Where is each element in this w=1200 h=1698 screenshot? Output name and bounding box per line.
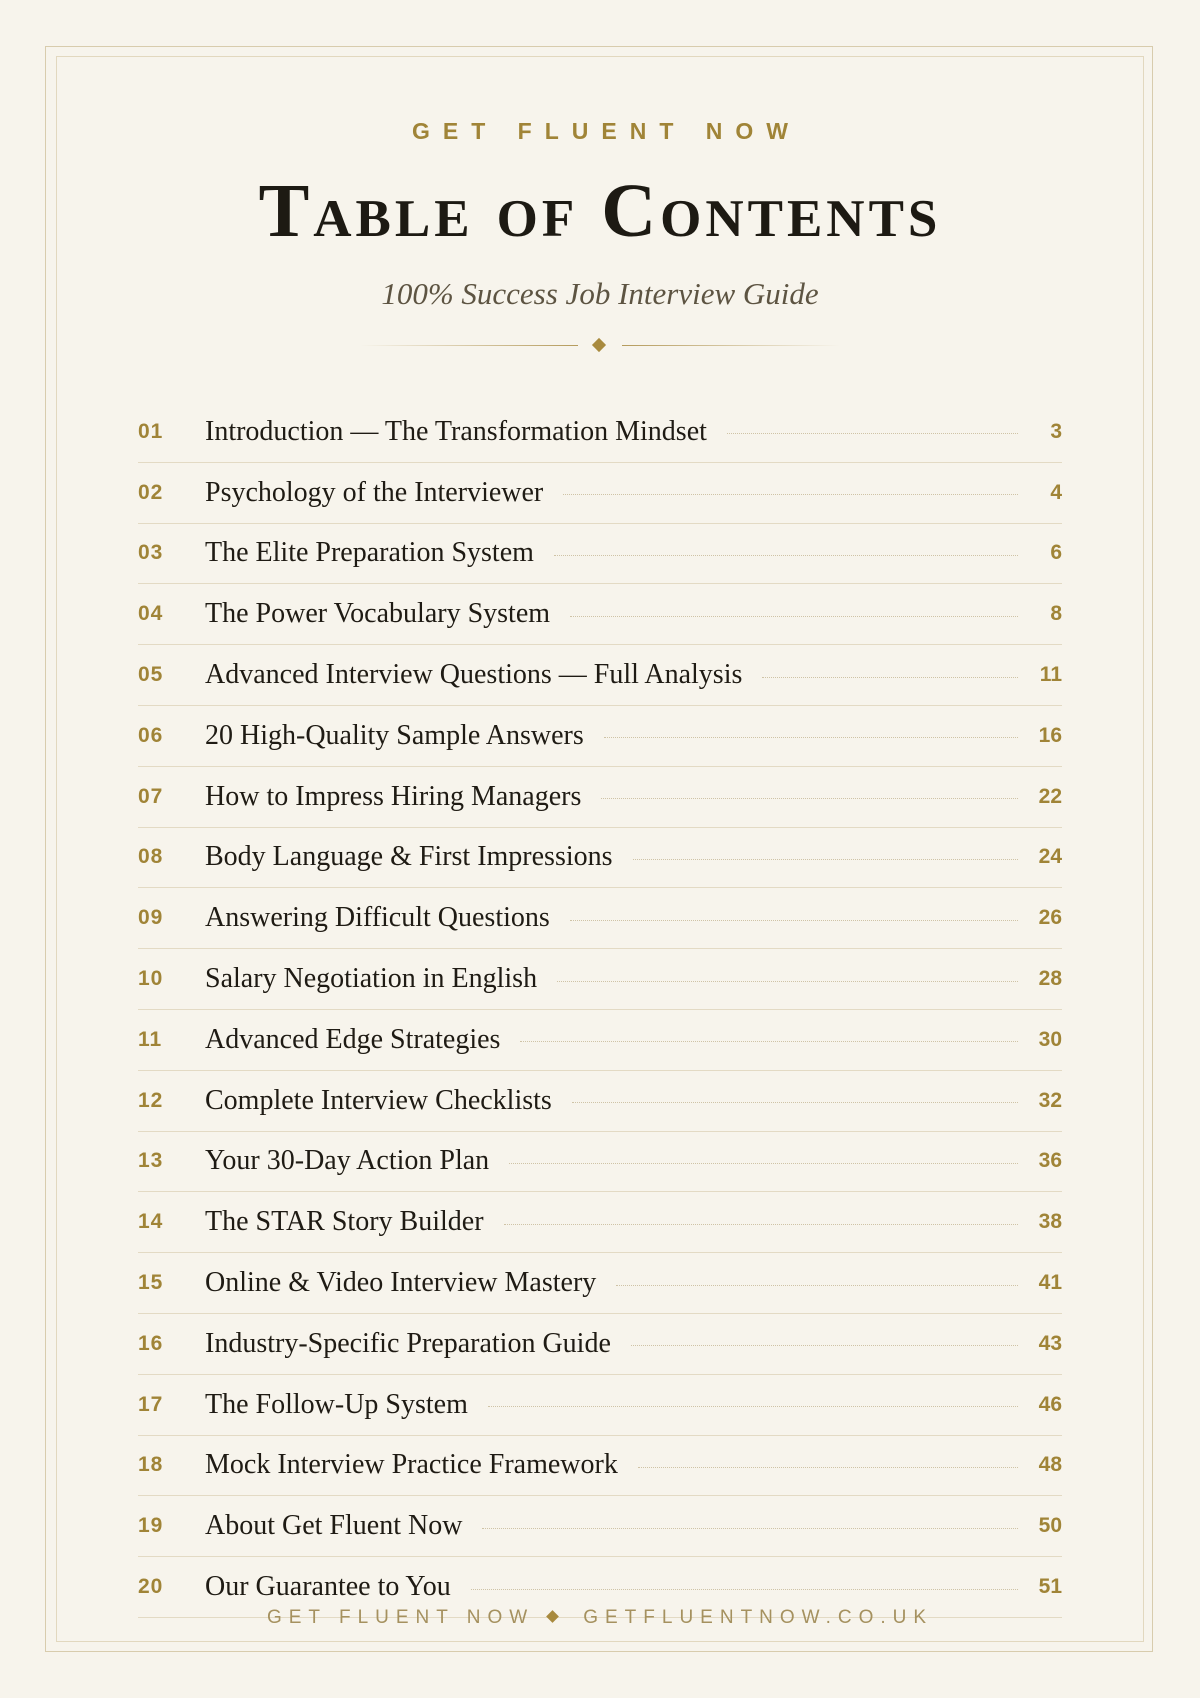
toc-dot-leader (471, 1589, 1018, 1590)
toc-chapter-number: 10 (138, 967, 164, 991)
toc-page-number: 22 (1038, 784, 1062, 808)
toc-page-number: 38 (1038, 1210, 1062, 1234)
toc-dot-leader (727, 433, 1018, 434)
toc-page-number: 11 (1039, 663, 1062, 687)
toc-chapter-title: Salary Negotiation in English (205, 963, 538, 995)
toc-page-number: 4 (1050, 480, 1062, 504)
toc-chapter-title: 20 High-Quality Sample Answers (205, 719, 584, 751)
toc-chapter-number: 13 (138, 1149, 164, 1173)
footer-brand: GET FLUENT NOW (266, 1607, 535, 1628)
toc-chapter-number: 16 (138, 1331, 164, 1355)
toc-row[interactable] (138, 584, 1062, 645)
toc-row[interactable] (138, 402, 1062, 463)
toc-page-number: 26 (1038, 906, 1062, 930)
toc-dot-leader (482, 1528, 1018, 1529)
toc-chapter-title: Advanced Interview Questions — Full Analysis (205, 659, 743, 691)
toc-chapter-title: Introduction — The Transformation Mindset (205, 415, 707, 447)
toc-chapter-number: 03 (138, 541, 164, 565)
toc-page-number: 6 (1050, 541, 1062, 565)
toc-dot-leader (616, 1285, 1018, 1286)
toc-chapter-number: 19 (138, 1514, 164, 1538)
toc-dot-leader (520, 1041, 1018, 1042)
toc-page-number: 46 (1038, 1392, 1062, 1416)
toc-dot-leader (504, 1224, 1018, 1225)
toc-row[interactable] (138, 463, 1062, 524)
footer-url: GETFLUENTNOW.CO.UK (583, 1607, 934, 1628)
toc-row[interactable] (138, 1010, 1062, 1071)
toc-dot-leader (572, 1102, 1018, 1103)
divider-line-right (622, 345, 840, 346)
toc-dot-leader (604, 737, 1018, 738)
toc-chapter-title: The Power Vocabulary System (205, 598, 551, 630)
toc-chapter-number: 09 (138, 906, 164, 930)
toc-chapter-number: 02 (138, 480, 164, 504)
toc-dot-leader (601, 798, 1018, 799)
toc-dot-leader (557, 981, 1018, 982)
toc-page-number: 41 (1038, 1271, 1062, 1295)
divider-line-left (360, 345, 578, 346)
toc-dot-leader (509, 1163, 1018, 1164)
toc-chapter-title: About Get Fluent Now (205, 1510, 463, 1542)
toc-chapter-title: Advanced Edge Strategies (205, 1023, 501, 1055)
toc-row[interactable] (138, 949, 1062, 1010)
toc-page-number: 30 (1038, 1027, 1062, 1051)
toc-chapter-title: Our Guarantee to You (205, 1571, 451, 1603)
page-title: Table of Contents (258, 169, 942, 253)
toc-dot-leader (633, 859, 1018, 860)
toc-row[interactable] (138, 828, 1062, 889)
diamond-icon (546, 1611, 559, 1624)
toc-page-number: 43 (1038, 1331, 1062, 1355)
toc-list (138, 402, 1062, 1618)
toc-chapter-title: Online & Video Interview Mastery (205, 1267, 597, 1299)
toc-chapter-number: 06 (138, 723, 164, 747)
toc-chapter-title: The Follow-Up System (205, 1388, 468, 1420)
toc-dot-leader (570, 920, 1018, 921)
toc-page-number: 8 (1050, 602, 1062, 626)
toc-chapter-title: The Elite Preparation System (205, 537, 534, 569)
toc-row[interactable] (138, 706, 1062, 767)
toc-chapter-title: The STAR Story Builder (205, 1206, 484, 1238)
toc-dot-leader (563, 494, 1018, 495)
toc-row[interactable] (138, 1071, 1062, 1132)
toc-row[interactable] (138, 767, 1062, 828)
toc-chapter-title: Answering Difficult Questions (205, 902, 550, 934)
toc-chapter-number: 15 (138, 1271, 164, 1295)
toc-chapter-number: 05 (138, 663, 164, 687)
toc-page-number: 48 (1038, 1453, 1062, 1477)
toc-dot-leader (488, 1406, 1018, 1407)
toc-dot-leader (762, 677, 1018, 678)
toc-row[interactable] (138, 1253, 1062, 1314)
toc-page-number: 36 (1038, 1149, 1062, 1173)
toc-chapter-number: 08 (138, 845, 164, 869)
toc-chapter-number: 20 (138, 1575, 164, 1599)
toc-page-number: 50 (1038, 1514, 1062, 1538)
toc-row[interactable] (138, 1375, 1062, 1436)
toc-chapter-number: 07 (138, 784, 164, 808)
toc-row[interactable] (138, 1132, 1062, 1193)
toc-chapter-number: 18 (138, 1453, 164, 1477)
toc-page-number: 28 (1038, 967, 1062, 991)
toc-dot-leader (631, 1345, 1018, 1346)
toc-chapter-title: Body Language & First Impressions (205, 841, 613, 873)
toc-dot-leader (638, 1467, 1018, 1468)
toc-dot-leader (554, 555, 1018, 556)
toc-chapter-title: Complete Interview Checklists (205, 1084, 552, 1116)
toc-page-number: 24 (1038, 845, 1062, 869)
toc-chapter-number: 01 (138, 419, 164, 443)
toc-chapter-number: 17 (138, 1392, 164, 1416)
toc-chapter-number: 04 (138, 602, 164, 626)
toc-row[interactable] (138, 888, 1062, 949)
toc-row[interactable] (138, 1192, 1062, 1253)
toc-chapter-title: Industry-Specific Preparation Guide (205, 1327, 611, 1359)
toc-row[interactable] (138, 1314, 1062, 1375)
toc-chapter-title: Mock Interview Practice Framework (205, 1449, 618, 1481)
brand-label: GET FLUENT NOW (412, 118, 801, 144)
toc-page-number: 16 (1038, 723, 1062, 747)
toc-row[interactable] (138, 645, 1062, 706)
page-footer (0, 1607, 1200, 1629)
toc-page-number: 3 (1050, 419, 1062, 443)
toc-page-number: 51 (1038, 1575, 1062, 1599)
diamond-icon (592, 338, 606, 352)
toc-chapter-title: Your 30-Day Action Plan (205, 1145, 490, 1177)
toc-chapter-title: Psychology of the Interviewer (205, 476, 544, 508)
toc-page-number: 32 (1038, 1088, 1062, 1112)
toc-dot-leader (570, 616, 1018, 617)
page-subtitle: 100% Success Job Interview Guide (381, 276, 819, 311)
divider-ornament (360, 336, 840, 356)
toc-chapter-title: How to Impress Hiring Managers (205, 780, 582, 812)
toc-row[interactable] (138, 1496, 1062, 1557)
toc-chapter-number: 12 (138, 1088, 164, 1112)
toc-chapter-number: 11 (138, 1027, 163, 1051)
toc-row[interactable] (138, 524, 1062, 585)
toc-chapter-number: 14 (138, 1210, 164, 1234)
toc-row[interactable] (138, 1436, 1062, 1497)
